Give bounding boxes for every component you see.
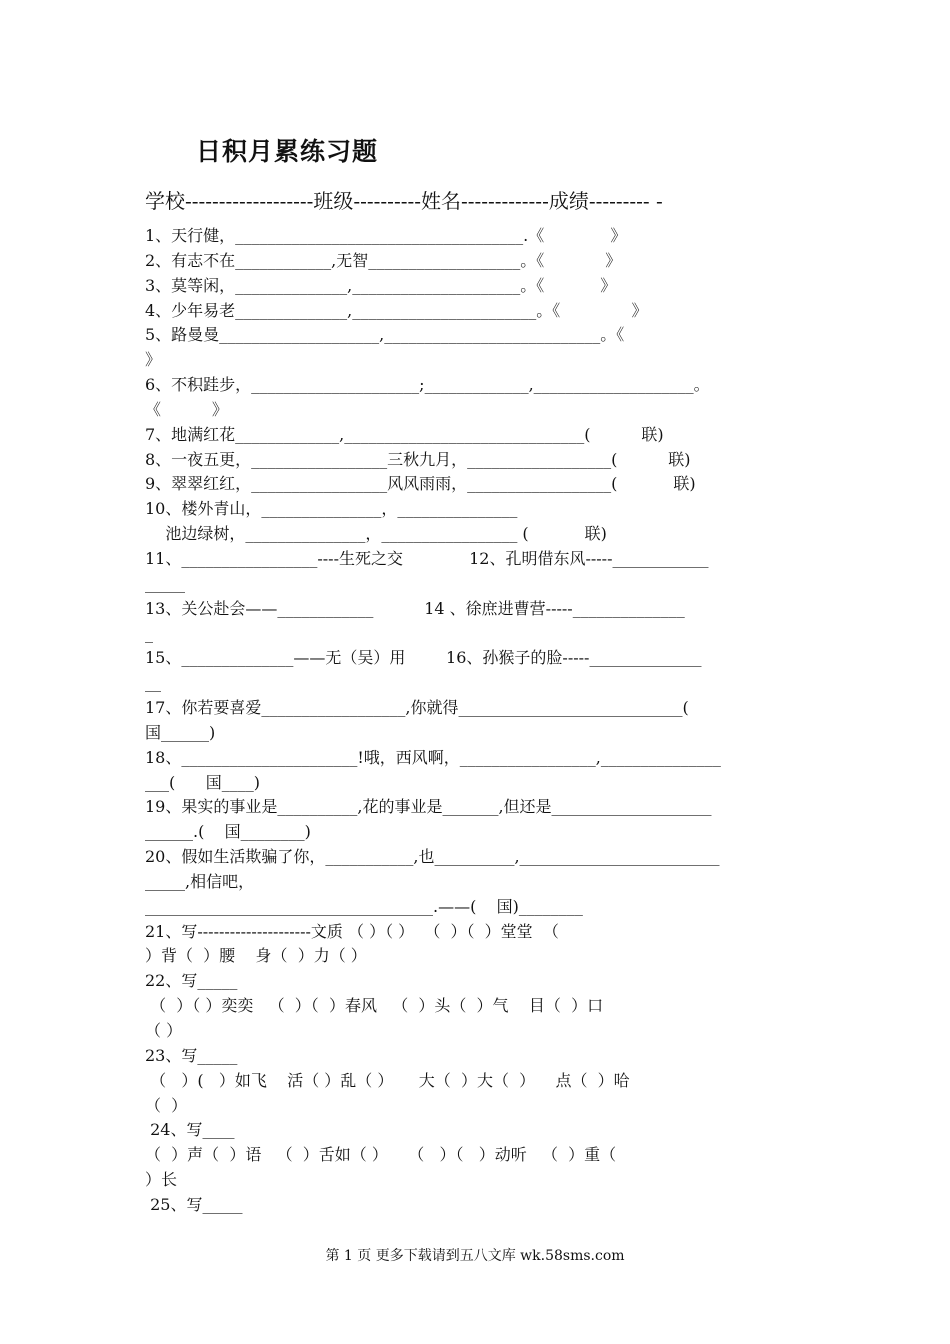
exercise-line: 21、写---------------------文质 （ ）（ ） （ ）（ ）堂堂 （: [145, 921, 559, 941]
exercise-line: 20、假如生活欺骗了你，___________,也__________,_________________________: [145, 847, 720, 867]
exercise-line: _: [145, 623, 153, 643]
exercise-line: 池边绿树，_______________，_________________ ( 联): [145, 524, 607, 544]
exercise-line: 1、天行健，____________________________________.《 》: [145, 226, 627, 245]
exercise-line: 22、写_____: [145, 971, 238, 991]
exercise-line: _____: [145, 573, 185, 593]
exercise-line: 24、写____: [145, 1120, 235, 1140]
exercise-line: （ ）: [145, 1095, 188, 1115]
exercise-line: _____,相信吧，: [145, 871, 255, 891]
page-footer: 第 1 页 更多下载请到五八文库 wk.58sms.com: [325, 1248, 625, 1264]
exercise-line: 7、地满红花_____________,______________________________( 联): [145, 424, 664, 444]
exercise-line: 15、______________——无（吴）用 16、孙猴子的脸-----______________: [145, 648, 702, 668]
exercise-line: ）长: [145, 1170, 178, 1190]
exercise-line: 5、路曼曼____________________,___________________________。《: [145, 325, 625, 345]
exercise-line: 23、写_____: [145, 1045, 238, 1065]
exercise-line: （ ）( ）如飞 活（ ）乱（ ） 大（ ）大（ ） 点（ ）哈: [145, 1070, 630, 1090]
exercise-line: 18、______________________!哦，西风啊，_________________,_______________: [145, 747, 721, 767]
exercise-line: 国______): [145, 722, 216, 742]
exercise-line: 4、少年易老______________,_______________________。《 》: [145, 300, 648, 320]
exercise-line: 13、关公赴会——____________ 14 、徐庶进曹营-----______________: [145, 598, 685, 618]
exercise-line: （ ）声（ ）语 （ ）舌如（ ） （ ）（ ）动听 （ ）重（: [145, 1145, 617, 1165]
student-info-line: 学校-------------------班级----------姓名-------------成绩--------- -: [145, 189, 663, 213]
exercise-line: 2、有志不在____________,无智___________________。《 》: [145, 250, 622, 270]
exercise-line: ______.( 国________): [145, 822, 311, 842]
exercise-line: 10、楼外青山，_______________，_______________: [145, 499, 518, 519]
exercise-line: ____________________________________.——( 国)________: [145, 896, 583, 916]
exercise-line: 3、莫等闲，______________,_____________________。《 》: [145, 275, 617, 295]
exercise-line: 9、翠翠红红，_________________风风雨雨，__________________( 联): [145, 474, 696, 494]
exercise-line: 8、一夜五更，_________________三秋九月，__________________( 联): [145, 449, 691, 469]
exercise-line: （ ）: [145, 1021, 183, 1040]
exercise-line: 《 》: [145, 399, 228, 419]
exercise-line: ）背（ ）腰 身（ ）力（ ）: [145, 946, 367, 966]
exercise-line: 》: [145, 350, 162, 370]
exercise-list: [145, 224, 805, 1218]
exercise-line: （ ）（ ）奕奕 （ ）（ ）春风 （ ）头（ ）气 目（ ）口: [145, 996, 604, 1016]
exercise-line: 6、不积跬步，_____________________;_____________,____________________。: [145, 375, 710, 395]
exercise-line: ___( 国____): [145, 772, 261, 792]
exercise-line: 19、果实的事业是__________,花的事业是_______,但还是____________________: [145, 797, 712, 817]
exercise-line: __: [145, 673, 161, 693]
exercise-line: 17、你若要喜爱__________________,你就得____________________________(: [145, 698, 689, 718]
exercise-line: 25、写_____: [145, 1194, 243, 1214]
page-title: 日积月累练习题: [196, 137, 379, 166]
exercise-line: 11、_________________----生死之交 12、孔明借东风-----____________: [145, 548, 709, 568]
